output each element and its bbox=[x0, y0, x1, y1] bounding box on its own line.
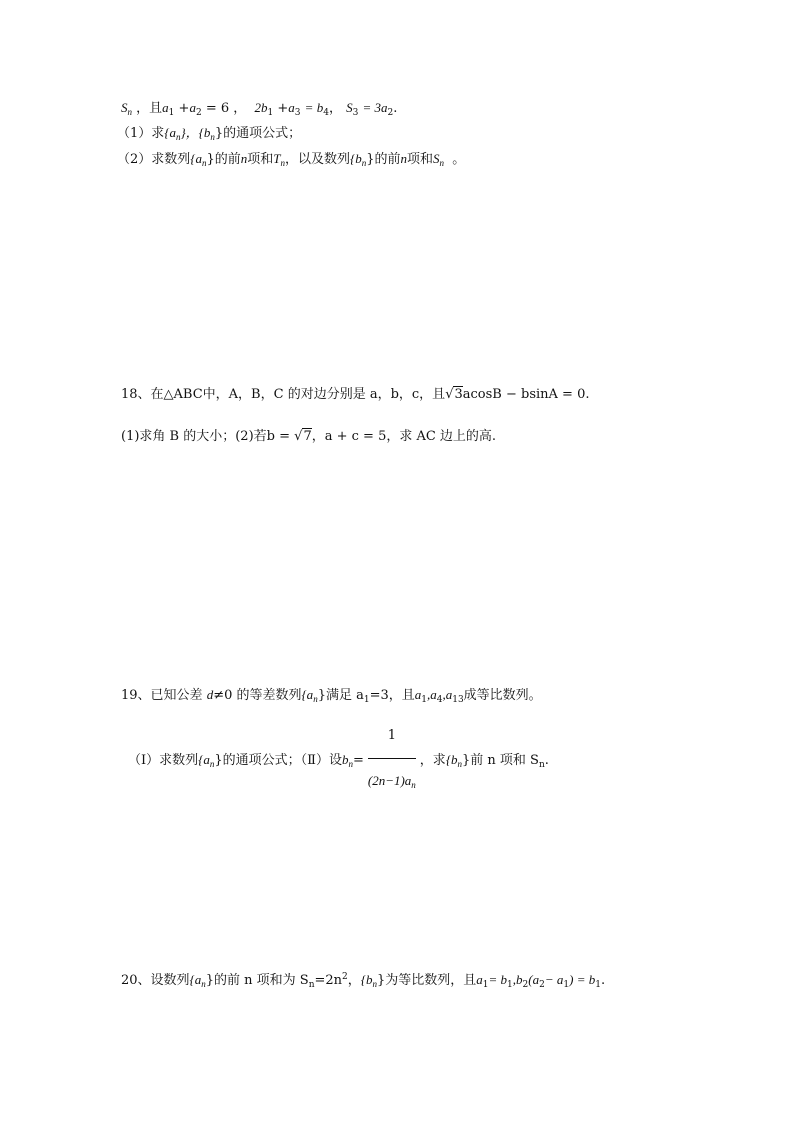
q17-part2: （2）求数列$\{a_n\}$的前n项和$T_n$，以及数列$\{b_n\}$的前n项和$S_n$ 。 bbox=[117, 151, 466, 168]
q17-part1: （1）求$\{a_n\}$，$\{b_n\}$的通项公式； bbox=[117, 125, 302, 142]
sqrt-symbol: √ bbox=[294, 429, 303, 444]
q18-parts: (1)求角 B 的大小；(2)若b = √7，a + c = 5，求 AC 边上的高. bbox=[121, 429, 497, 444]
sqrt-symbol: √ bbox=[445, 387, 454, 402]
q17-condition-line: $S_n$ ，且$a_1 +a_2 = 6$ ， $2b_1 +a_3 = b_4$， $S_3 = 3a_2$. bbox=[121, 100, 398, 118]
q18-statement: 18、在△ABC中，A，B，C 的对边分别是 a，b，c，且√3acosB − bsinA = 0. bbox=[121, 387, 590, 402]
fraction: $\frac{1}{(2n-1)a_n}$ bbox=[368, 716, 416, 805]
q19-statement: 19、已知公差 d≠0 的等差数列$\{a_n\}$满足 $a_1=3$，且$a_1,a_4,a_{13}$成等比数列。 bbox=[121, 687, 542, 705]
q20-statement: 20、设数列$\{a_n\}$的前 n 项和为 $S_n=2n^2$，$\{b_n\}$为等比数列，且$a_1= b_1,b_2(a_2- a_1) = b_1$. bbox=[121, 972, 606, 990]
q19-parts: （Ⅰ）求数列$\{a_n\}$的通项公式；（Ⅱ）设$b_n=$ $\frac{1}{(2n-1)a_n}$ ，求$\{b_n\}$前 n 项和 $S_n$. bbox=[128, 716, 549, 805]
